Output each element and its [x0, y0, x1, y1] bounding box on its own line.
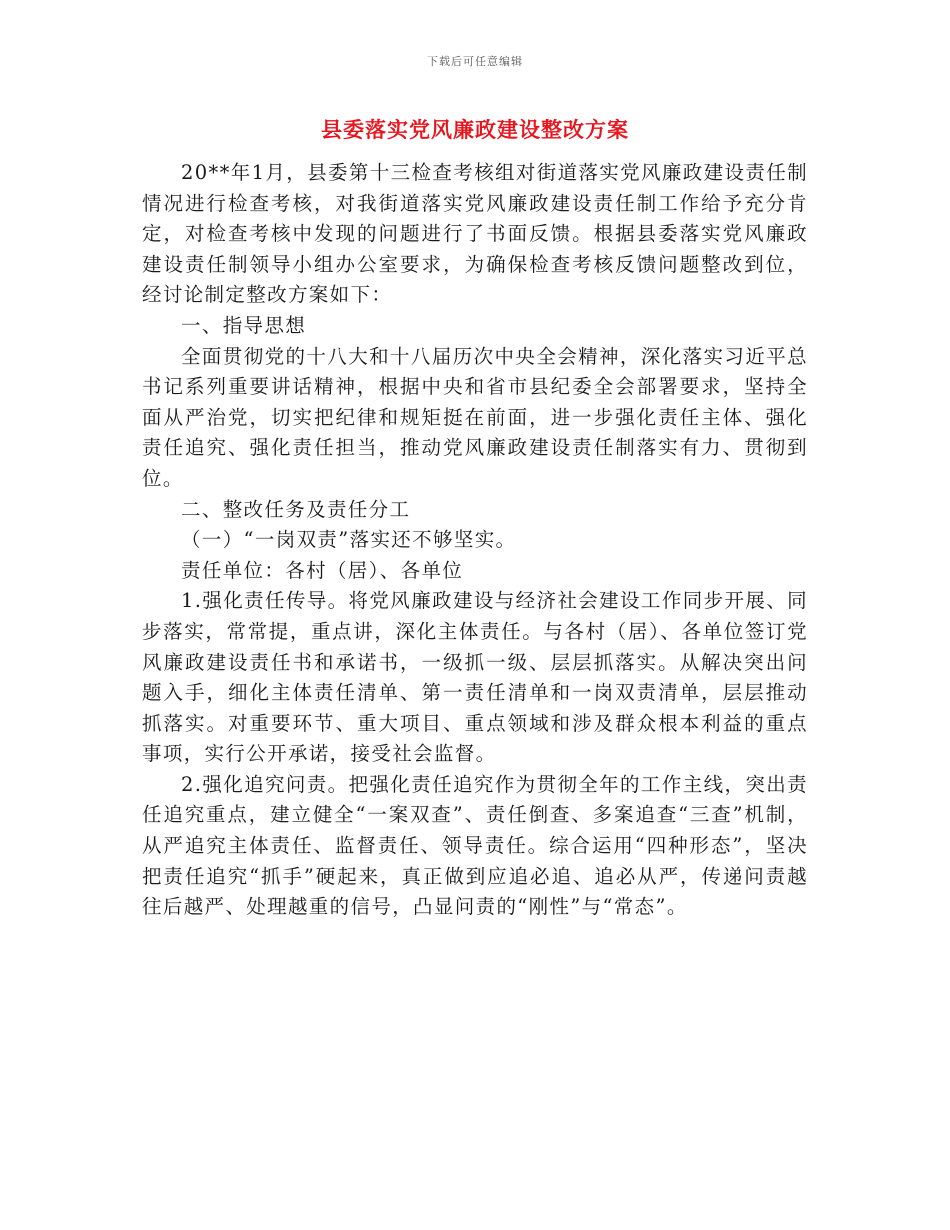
- guiding-thought-paragraph: 全面贯彻党的十八大和十八届历次中央全会精神，深化落实习近平总书记系列重要讲话精神，根据中央和省市县纪委全会部署要求，坚持全面从严治党，切实把纪律和规矩挺在前面，进一步强化责任主体、强化责任追究、强化责任担当，推动党风廉政建设责任制落实有力、贯彻到位。: [142, 344, 808, 490]
- section-heading-guiding-thought: 一、指导思想: [181, 313, 307, 337]
- section-heading-tasks: 二、整改任务及责任分工: [181, 497, 411, 521]
- document-body: [142, 158, 808, 923]
- intro-paragraph: 20**年1月，县委第十三检查考核组对街道落实党风廉政建设责任制情况进行检查考核，对我街道落实党风廉政建设责任制工作给予充分肯定，对检查考核中发现的问题进行了书面反馈。根据县委落实党风廉政建设责任制领导小组办公室要求，为确保检查考核反馈问题整改到位，经讨论制定整改方案如下：: [142, 161, 808, 307]
- document-title: 县委落实党风廉政建设整改方案: [321, 117, 629, 142]
- responsible-units-line: 责任单位：各村（居）、各单位: [181, 558, 464, 582]
- item-paragraph-1: 1.强化责任传导。将党风廉政建设与经济社会建设工作同步开展、同步落实，常常提，重点讲，深化主体责任。与各村（居）、各单位签订党风廉政建设责任书和承诺书，一级抓一级、层层抓落实。从解决突出问题入手，细化主体责任清单、第一责任清单和一岗双责清单，层层推动抓落实。对重要环节、重大项目、重点领域和涉及群众根本利益的重点事项，实行公开承诺，接受社会监督。: [142, 589, 808, 766]
- subsection-heading-one: （一）“一岗双责”落实还不够坚实。: [181, 528, 517, 552]
- header-note: 下载后可任意编辑: [427, 55, 523, 68]
- item-paragraph-2: 2.强化追究问责。把强化责任追究作为贯彻全年的工作主线，突出责任追究重点，建立健全“一案双查”、责任倒查、多案追查“三查”机制，从严追究主体责任、监督责任、领导责任。综合运用“四种形态”，坚决把责任追究“抓手”硬起来，真正做到应追必追、追必从严，传递问责越往后越严、处理越重的信号，凸显问责的“刚性”与“常态”。: [142, 772, 808, 919]
